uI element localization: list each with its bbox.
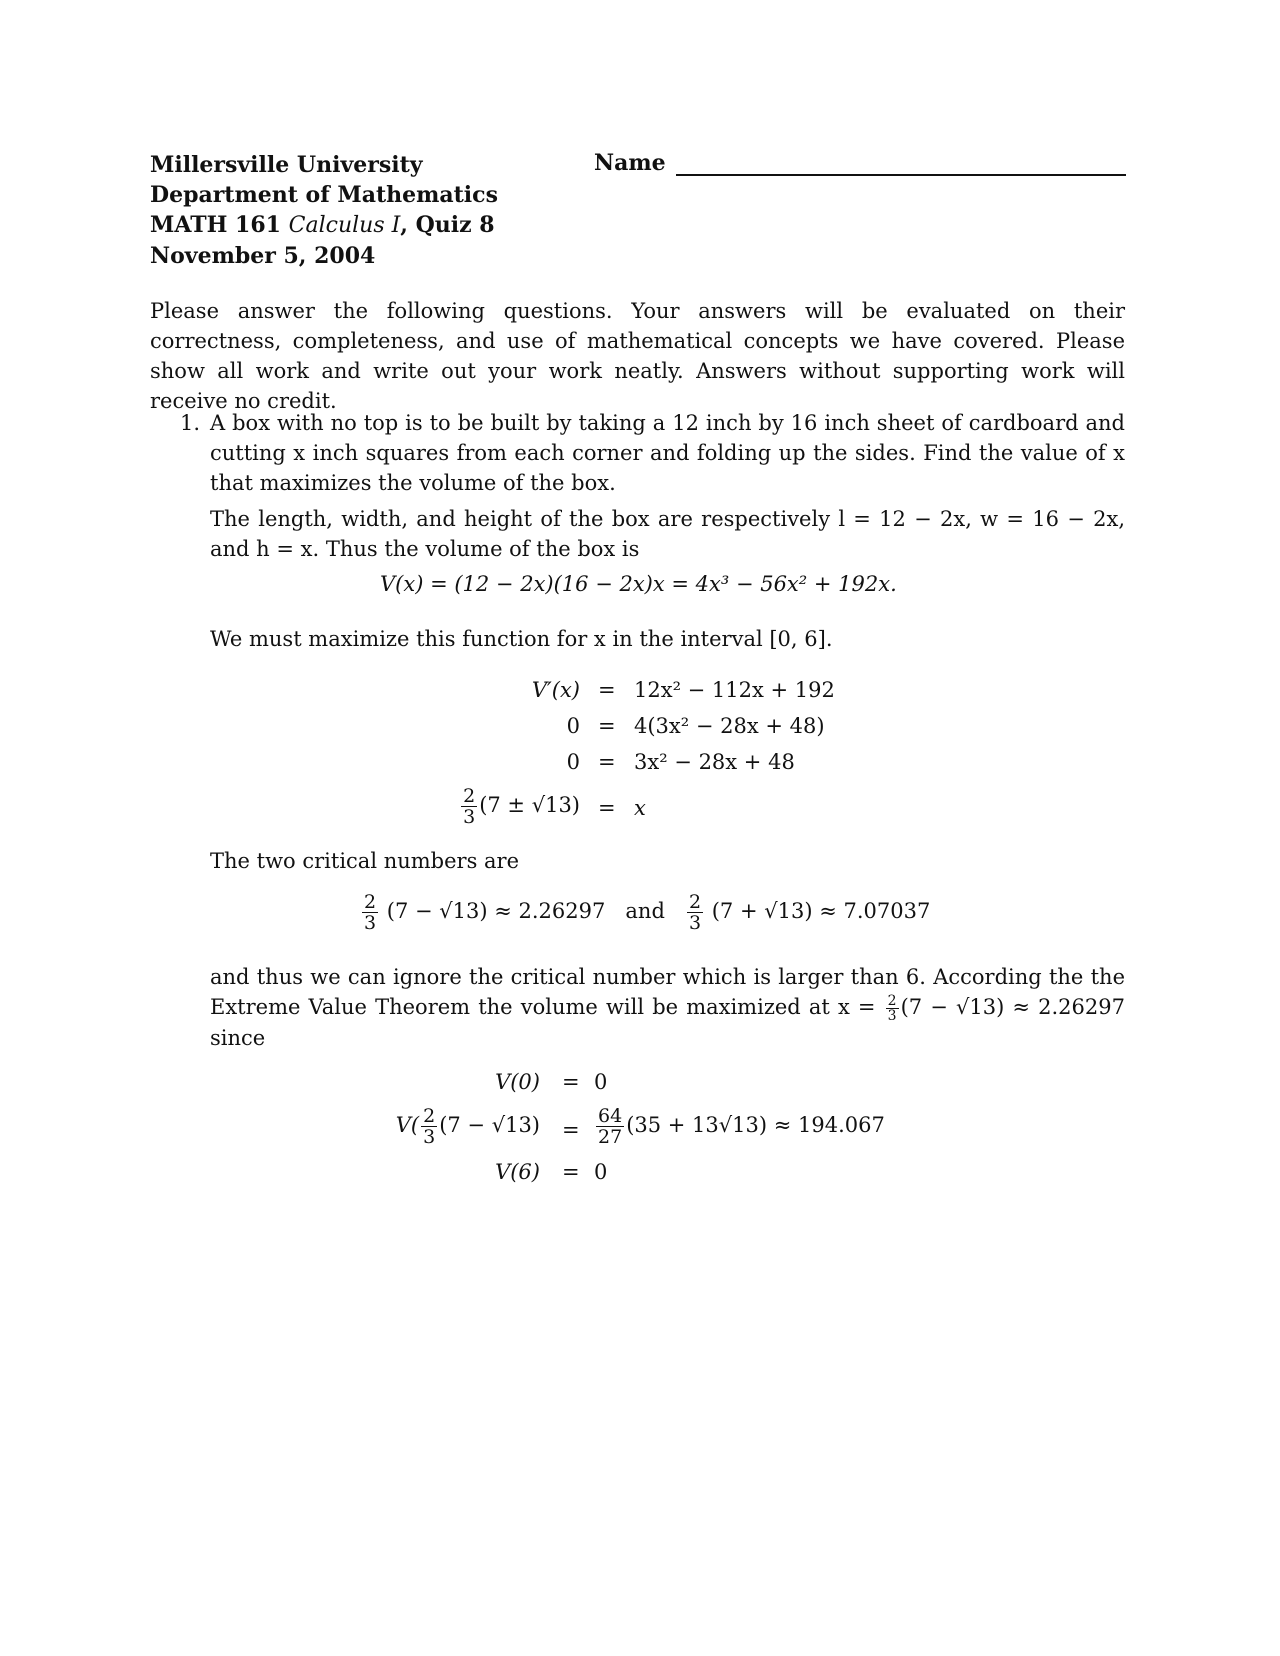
university-name: Millersville University	[150, 152, 423, 178]
header-block	[150, 150, 498, 271]
conclusion-text: and thus we can ignore the critical number which is larger than 6. According the the Extreme Value Theorem the volume will be maximized at x = $\frac{2}{3}$ (7 − √13) ≈ 2.26297 since	[210, 965, 1125, 1050]
name-label: Name	[594, 150, 666, 176]
value-row: V( $\frac{2}{3}$ (7 − √13) = $\frac{64}{27}$ (35 + 13√13) ≈ 194.067	[395, 1105, 885, 1148]
question-number: 1.	[180, 411, 201, 435]
quiz-date: November 5, 2004	[150, 243, 376, 269]
question-1-text: 1. A box with no top is to be built by taking a 12 inch by 16 inch sheet of cardboard and cutting x inch squares from each corner and folding up the sides. Find the value of x that maximizes the volume of the box.	[210, 408, 1125, 498]
derivative-row: $\frac{2}{3}$ (7 ± √13) = x	[463, 785, 646, 828]
instructions: Please answer the following questions. Your answers will be evaluated on their correctness, completeness, and use of mathematical concepts we have covered. Please show all work and write out your work neatly. Answers without supporting work will receive no credit.	[150, 299, 1125, 413]
critical-intro: The two critical numbers are	[210, 849, 520, 873]
name-field[interactable]	[594, 150, 1126, 176]
solution-dimensions: The length, width, and height of the box are respectively l = 12 − 2x, w = 16 − 2x, and h = x. Thus the volume of the box is	[210, 507, 1125, 561]
name-underline[interactable]	[676, 150, 1126, 176]
interval-text: We must maximize this function for x in the interval [0, 6].	[210, 627, 833, 651]
critical-numbers: $\frac{2}{3}$ (7 − √13) ≈ 2.26297 and $\frac{2}{3}$ (7 + √13) ≈ 7.07037	[364, 891, 931, 934]
fraction-two-thirds: $\frac{2}{3}$	[463, 785, 476, 828]
department-name: Department of Mathematics	[150, 182, 498, 208]
course-title: Calculus I	[288, 213, 401, 238]
course-line: MATH 161 Calculus I, Quiz 8	[150, 212, 495, 238]
volume-equation: V(x) = (12 − 2x)(16 − 2x)x = 4x³ − 56x² + 192x.	[380, 572, 897, 596]
